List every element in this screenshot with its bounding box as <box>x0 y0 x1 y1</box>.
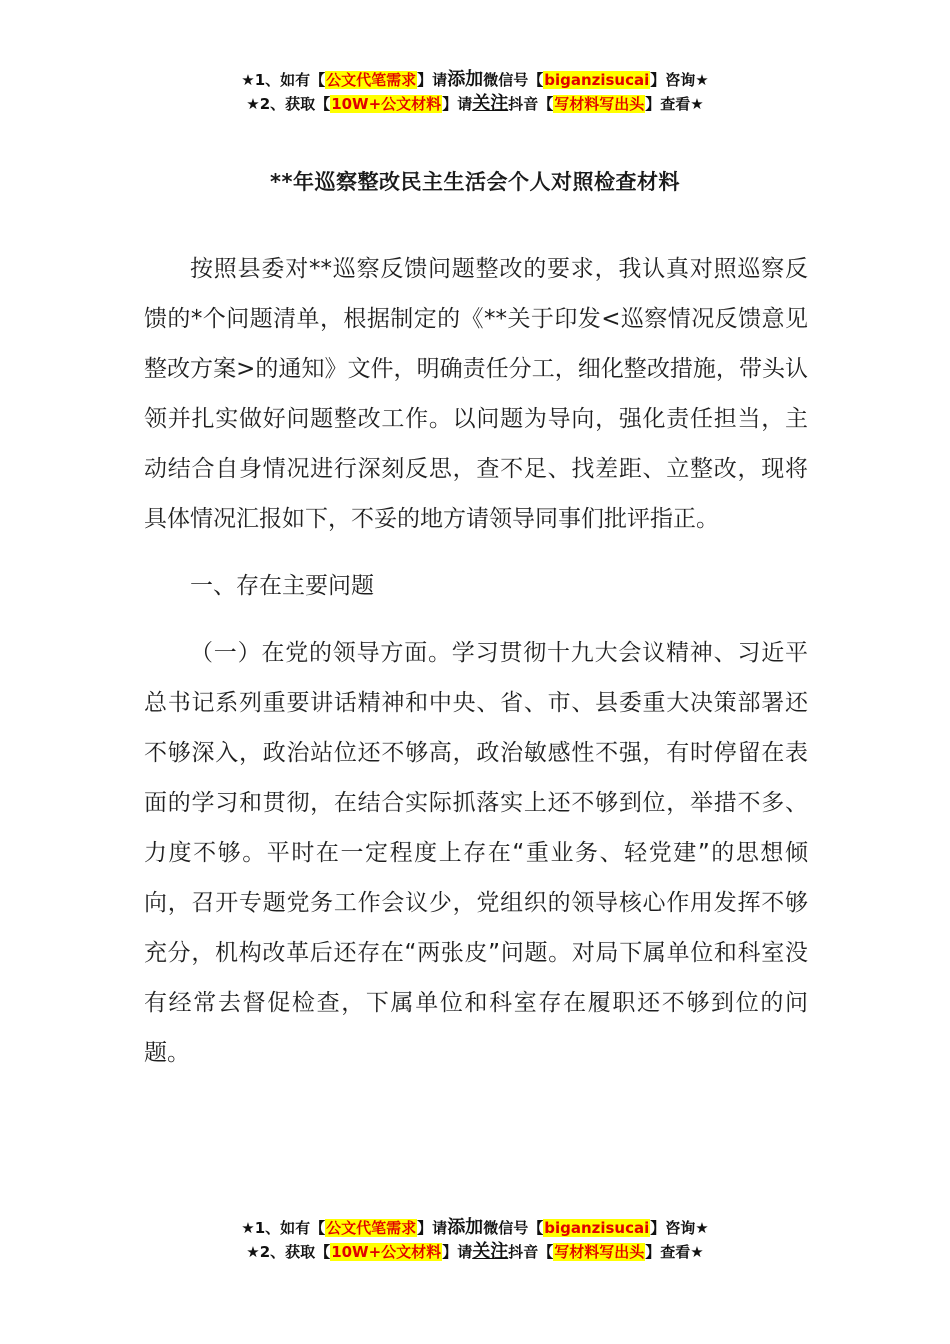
banner-line-2 <box>0 1240 950 1264</box>
banner-highlight: 10W+公文材料 <box>331 95 442 113</box>
banner-highlight-douyin: 写材料写出头 <box>554 1243 645 1261</box>
banner-text: 抖音【 <box>508 95 554 113</box>
bottom-banner <box>0 1216 950 1264</box>
banner-highlight: 公文代笔需求 <box>326 1219 417 1237</box>
top-banner <box>0 68 950 116</box>
banner-line-1 <box>0 1216 950 1240</box>
banner-highlight-douyin: 写材料写出头 <box>554 95 645 113</box>
banner-text: ★2、获取【 <box>246 1243 331 1261</box>
banner-emphasis: 关注 <box>472 1241 509 1262</box>
banner-text: 微信号【 <box>483 1219 544 1237</box>
banner-emphasis: 关注 <box>472 93 509 114</box>
banner-highlight: 公文代笔需求 <box>326 71 417 89</box>
banner-text: 】咨询★ <box>650 71 709 89</box>
banner-highlight: 10W+公文材料 <box>331 1243 442 1261</box>
banner-highlight-wechat: biganzisucai <box>544 1219 650 1237</box>
intro-paragraph: 按照县委对**巡察反馈问题整改的要求，我认真对照巡察反馈的*个问题清单，根据制定的《**关于印发<巡察情况反馈意见整改方案>的通知》文件，明确责任分工，细化整改措施，带头认领并扎实做好问题整改工作。以问题为导向，强化责任担当，主动结合自身情况进行深刻反思，查不足、找差距、立整改，现将具体情况汇报如下，不妥的地方请领导同事们批评指正。 <box>144 256 808 532</box>
banner-text: 】查看★ <box>645 1243 704 1261</box>
banner-line-1 <box>0 68 950 92</box>
banner-text: 】查看★ <box>645 95 704 113</box>
banner-text: 】请 <box>417 71 448 89</box>
banner-emphasis: 添加 <box>447 69 484 90</box>
section-heading: 一、存在主要问题 <box>190 573 374 599</box>
banner-highlight-wechat: biganzisucai <box>544 71 650 89</box>
banner-text: 】请 <box>417 1219 448 1237</box>
banner-text: 】请 <box>442 95 473 113</box>
banner-text: 抖音【 <box>508 1243 554 1261</box>
banner-text: 微信号【 <box>483 71 544 89</box>
section-paragraph: （一）在党的领导方面。学习贯彻十九大会议精神、习近平总书记系列重要讲话精神和中央、省、市、县委重大决策部署还不够深入，政治站位还不够高，政治敏感性不强，有时停留在表面的学习和贯彻，在结合实际抓落实上还不够到位，举措不多、力度不够。平时在一定程度上存在“重业务、轻党建”的思想倾向，召开专题党务工作会议少，党组织的领导核心作用发挥不够充分，机构改革后还存在“两张皮”问题。对局下属单位和科室没有经常去督促检查，下属单位和科室存在履职还不够到位的问题。 <box>144 640 808 1066</box>
banner-text: ★1、如有【 <box>241 71 326 89</box>
banner-emphasis: 添加 <box>447 1217 484 1238</box>
banner-line-2 <box>0 92 950 116</box>
banner-text: ★1、如有【 <box>241 1219 326 1237</box>
banner-text: 】请 <box>442 1243 473 1261</box>
document-title: **年巡察整改民主生活会个人对照检查材料 <box>270 170 680 194</box>
banner-text: ★2、获取【 <box>246 95 331 113</box>
banner-text: 】咨询★ <box>650 1219 709 1237</box>
document-body <box>144 244 808 1078</box>
